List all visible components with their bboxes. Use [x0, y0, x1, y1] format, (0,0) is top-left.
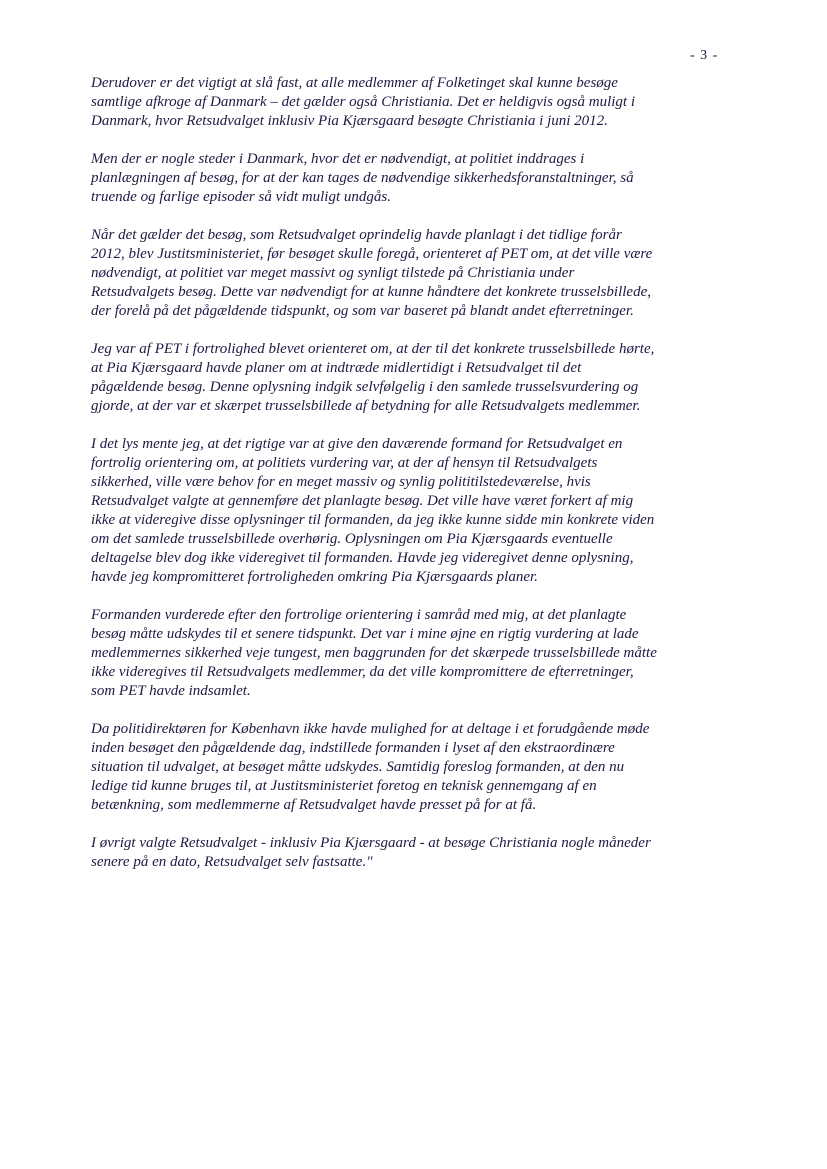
- paragraph: [91, 226, 721, 321]
- text-line: om det samlede trusselsbillede overhørig. Oplysningen om Pia Kjærsgaards eventuelle: [91, 531, 613, 547]
- text-line: fortrolig orientering om, at politiets vurdering var, at der af hensyn til Retsudvalgets: [91, 455, 598, 471]
- text-line: ledige tid kunne bruges til, at Justitsministeriet foretog en teknisk gennemgang af en: [91, 778, 597, 794]
- paragraph: [91, 74, 721, 131]
- text-line: sikkerhed, ville være behov for en meget massiv og synlig polititilstedeværelse, hvis: [91, 474, 591, 490]
- text-line: 2012, blev Justitsministeriet, før besøget skulle foregå, orienteret af PET om, at det ville være: [91, 246, 653, 262]
- text-line: pågældende besøg. Denne oplysning indgik selvfølgelig i den samlede trusselsvurdering og: [91, 379, 639, 395]
- text-line: I øvrigt valgte Retsudvalget - inklusiv Pia Kjærsgaard - at besøge Christiania nogle måneder: [91, 835, 651, 851]
- page-number: - 3 -: [690, 48, 719, 63]
- text-line: Retsudvalgets besøg. Dette var nødvendigt for at kunne håndtere det konkrete trusselsbillede,: [91, 284, 652, 300]
- letter-body: [91, 74, 721, 891]
- text-line: medlemmernes sikkerhed veje tungest, men baggrunden for det skærpede trusselsbillede måtte: [91, 645, 657, 661]
- text-line: Men der er nogle steder i Danmark, hvor det er nødvendigt, at politiet inddrages i: [91, 151, 585, 167]
- text-line: planlægningen af besøg, for at der kan tages de nødvendige sikkerhedsforanstaltninger, så: [91, 170, 634, 186]
- text-line: senere på en dato, Retsudvalget selv fastsatte.": [91, 854, 373, 870]
- text-line: havde jeg kompromitteret fortroligheden omkring Pia Kjærsgaards planer.: [91, 569, 538, 585]
- text-line: betænkning, som medlemmerne af Retsudvalget havde presset på for at få.: [91, 797, 537, 813]
- text-line: Derudover er det vigtigt at slå fast, at alle medlemmer af Folketinget skal kunne besøge: [91, 75, 618, 91]
- paragraph: [91, 435, 721, 587]
- text-line: Da politidirektøren for København ikke havde mulighed for at deltage i et forudgående møde: [91, 721, 650, 737]
- text-line: situation til udvalget, at besøget måtte udskydes. Samtidig foreslog formanden, at den nu: [91, 759, 625, 775]
- text-line: inden besøget den pågældende dag, indstillede formanden i lyset af den ekstraordinære: [91, 740, 615, 756]
- text-line: deltagelse blev dog ikke videregivet til formanden. Havde jeg videregivet denne oplysning,: [91, 550, 634, 566]
- text-line: Jeg var af PET i fortrolighed blevet orienteret om, at der til det konkrete trusselsbillede hørte,: [91, 341, 655, 357]
- text-line: gjorde, at der var et skærpet trusselsbillede af betydning for alle Retsudvalgets medlemmer.: [91, 398, 641, 414]
- paragraph: [91, 720, 721, 815]
- text-line: I det lys mente jeg, at det rigtige var at give den daværende formand for Retsudvalget en: [91, 436, 623, 452]
- text-line: Når det gælder det besøg, som Retsudvalget oprindelig havde planlagt i det tidlige forår: [91, 227, 622, 243]
- paragraph: [91, 150, 721, 207]
- paragraph: [91, 340, 721, 416]
- text-line: at Pia Kjærsgaard havde planer om at indtræde midlertidigt i Retsudvalget til det: [91, 360, 582, 376]
- text-line: Danmark, hvor Retsudvalget inklusiv Pia Kjærsgaard besøgte Christiania i juni 2012.: [91, 113, 608, 129]
- text-line: truende og farlige episoder så vidt muligt undgås.: [91, 189, 391, 205]
- text-line: Retsudvalget valgte at gennemføre det planlagte besøg. Det ville have været forkert af mig: [91, 493, 634, 509]
- text-line: Formanden vurderede efter den fortrolige orientering i samråd med mig, at det planlagte: [91, 607, 627, 623]
- text-line: samtlige afkroge af Danmark – det gælder også Christiania. Det er heldigvis også muligt i: [91, 94, 635, 110]
- paragraph: [91, 606, 721, 701]
- text-line: der forelå på det pågældende tidspunkt, og som var baseret på blandt andet efterretninger.: [91, 303, 634, 319]
- text-line: ikke at videregive disse oplysninger til formanden, da jeg ikke kunne sidde min konkrete viden: [91, 512, 655, 528]
- text-line: ikke videregives til Retsudvalgets medlemmer, da det ville kompromittere de efterretninger,: [91, 664, 634, 680]
- paragraph: [91, 834, 721, 872]
- text-line: nødvendigt, at politiet var meget massivt og synligt tilstede på Christiania under: [91, 265, 575, 281]
- text-line: besøg måtte udskydes til et senere tidspunkt. Det var i mine øjne en rigtig vurdering at lade: [91, 626, 639, 642]
- text-line: som PET havde indsamlet.: [91, 683, 251, 699]
